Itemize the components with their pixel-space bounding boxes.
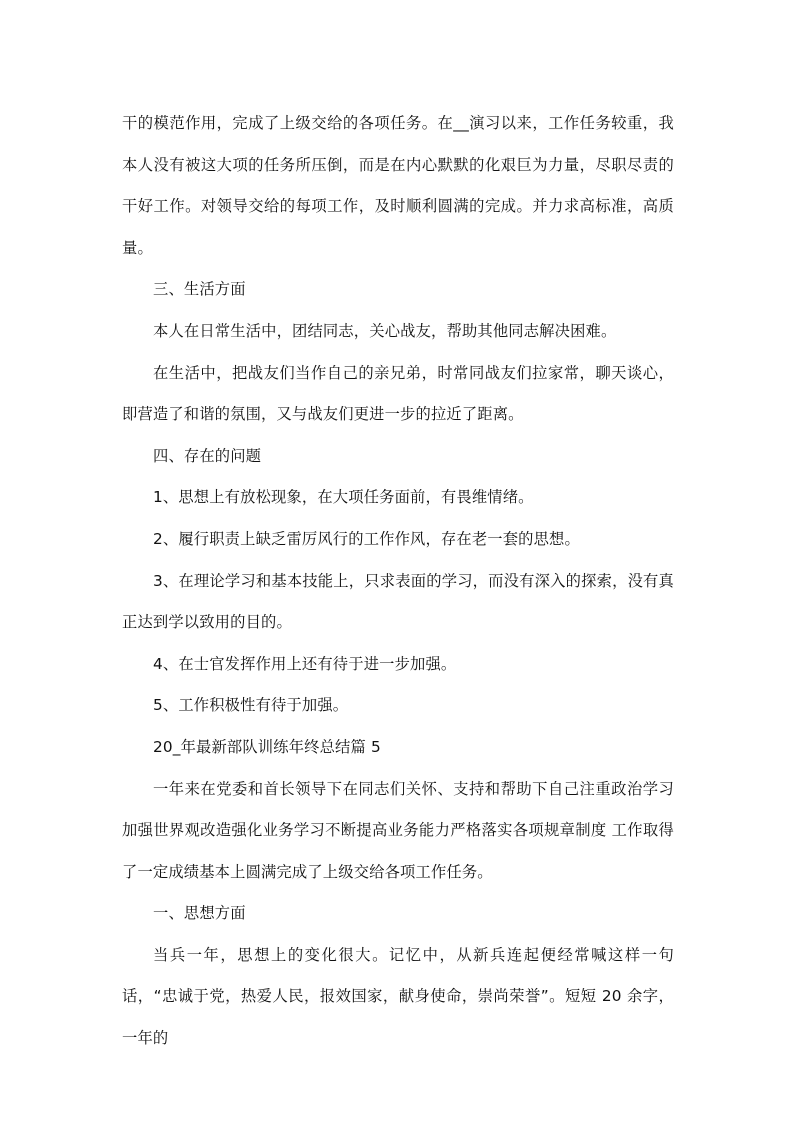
section-title-part-5: 20_年最新部队训练年终总结篇 5 [153, 737, 381, 756]
heading-existing-problems: 四、存在的问题 [153, 446, 262, 465]
heading-thought-aspect: 一、思想方面 [153, 904, 246, 923]
heading-life-aspect: 三、生活方面 [153, 280, 246, 299]
problem-item-1: 1、思想上有放松现象，在大项任务面前，有畏维情绪。 [153, 488, 534, 507]
paragraph-comrades: 在生活中，把战友们当作自己的亲兄弟，时常同战友们拉家常，聊天谈心，即营造了和谐的氛围，又与战友们更进一步的拉近了距离。 [122, 363, 674, 424]
paragraph-year-overview: 一年来在党委和首长领导下在同志们关怀、支持和帮助下自己注重政治学习加强世界观改造强化业务学习不断提高业务能力严格落实各项规章制度 工作取得了一定成绩基本上圆满完成了上级交给各项工作任务。 [122, 779, 674, 881]
paragraph-task-summary: 干的模范作用，完成了上级交给的各项任务。在__演习以来，工作任务较重，我本人没有被这大项的任务所压倒，而是在内心默默的化艰巨为力量，尽职尽责的干好工作。对领导交给的每项工作，及时顺利圆满的完成。并力求高标准，高质量。 [122, 114, 674, 257]
problem-item-2: 2、履行职责上缺乏雷厉风行的工作作风，存在老一套的思想。 [153, 529, 580, 548]
document-body [122, 103, 674, 1060]
problem-item-3: 3、在理论学习和基本技能上，只求表面的学习，而没有深入的探索，没有真正达到学以致用的目的。 [122, 571, 674, 632]
paragraph-soldier-year: 当兵一年，思想上的变化很大。记忆中，从新兵连起便经常喊这样一句话，“忠诚于党，热爱人民，报效国家，献身使命，崇尚荣誉”。短短 20 余字，一年的 [122, 945, 674, 1048]
paragraph-daily-life: 本人在日常生活中，团结同志，关心战友，帮助其他同志解决困难。 [153, 321, 617, 340]
problem-item-5: 5、工作积极性有待于加强。 [153, 696, 349, 715]
problem-item-4: 4、在士官发挥作用上还有待于进一步加强。 [153, 654, 457, 673]
